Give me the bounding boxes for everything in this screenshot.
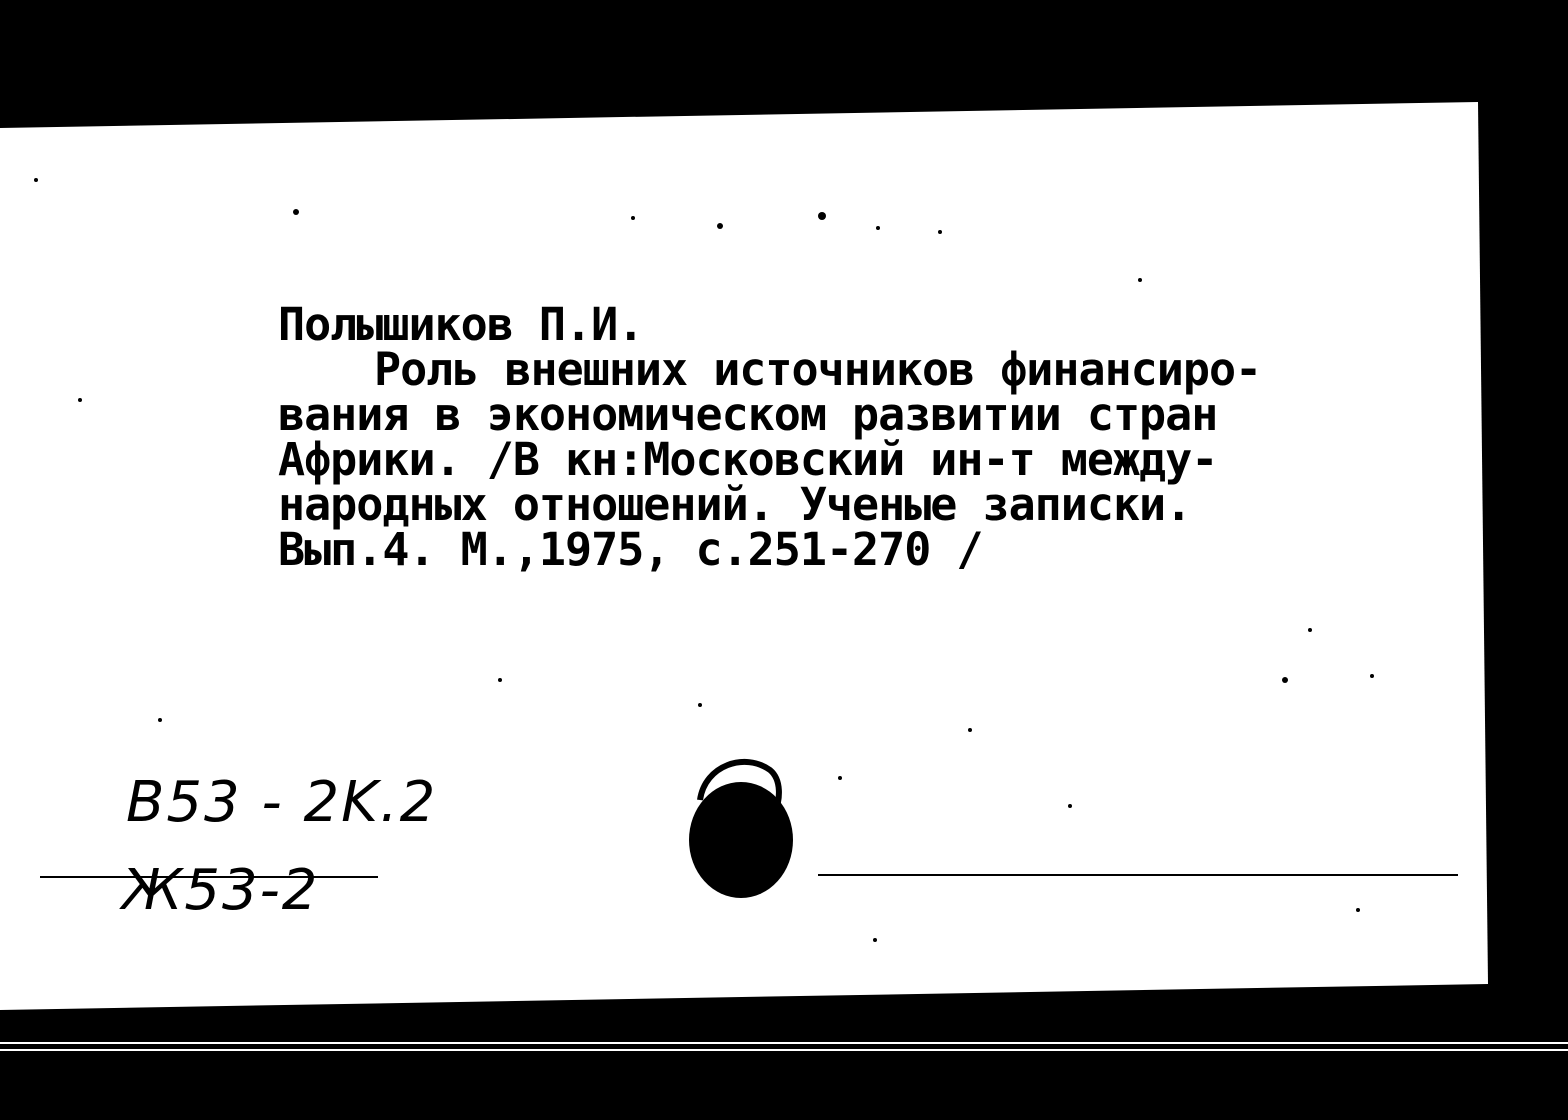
title-line-2: вания в экономическом развитии стран bbox=[278, 388, 1218, 441]
bibliographic-entry bbox=[278, 298, 1408, 576]
handwritten-shelfmark-1: B53 - 2K.2 bbox=[126, 770, 438, 835]
title-line-1: Роль внешних источников финансиро- bbox=[374, 343, 1262, 396]
handwritten-shelfmark-2: Ж53-2 bbox=[122, 858, 320, 923]
title-line-3: Африки. /В кн:Московский ин-т между- bbox=[278, 433, 1218, 486]
card-divider-right bbox=[818, 874, 1458, 876]
author-line: Полышиков П.И. bbox=[278, 298, 644, 351]
title-line-5: Вып.4. М.,1975, с.251-270 / bbox=[278, 523, 983, 576]
title-line-4: народных отношений. Ученые записки. bbox=[278, 478, 1192, 531]
